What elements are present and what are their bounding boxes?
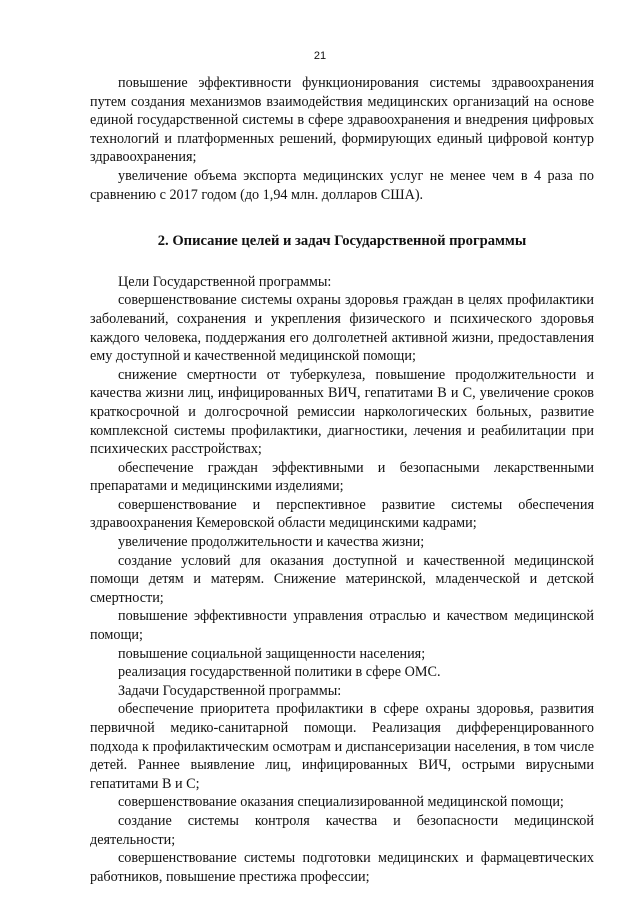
goal-item: повышение социальной защищенности населения; (118, 645, 426, 662)
task-item: совершенствование системы подготовки медицинских и фармацевтических работников, повышение престижа профессии; (90, 850, 594, 885)
goal-item: совершенствование системы охраны здоровья граждан в целях профилактики заболеваний, сохранения и укрепления физического и психического здоровья каждого человека, поддержания его долголетней активной жизни, предоставления ему доступной и качественной медицинской помощи; (90, 292, 594, 365)
goal-item: повышение эффективности управления отраслью и качеством медицинской помощи; (90, 608, 594, 644)
task-item: обеспечение приоритета профилактики в сфере охраны здоровья, развития первичной медико-санитарной помощи. Реализация дифференцированного подхода к профилактическим осмотрам и диспансеризации населения, в том числе детей. Раннее выявление лиц, инфицированных ВИЧ, острыми вирусными гепатитами В и С; (90, 701, 594, 792)
goal-item: снижение смертности от туберкулеза, повышение продолжительности и качества жизни лиц, инфицированных ВИЧ, гепатитами В и С, увеличение сроков краткосрочной и долгосрочной ремиссии наркологических больных, развитие комплексной системы профилактики, диагностики, лечения и реабилитации при психических расстройствах; (90, 366, 594, 458)
goal-item: реализация государственной политики в сфере ОМС. (118, 664, 441, 681)
intro-paragraph: повышение эффективности функционирования системы здравоохранения путем создания механизмов взаимодействия медицинских организаций на основе единой государственной системы в сфере здравоохранения и внедрения цифровых технологий и платформенных решений, формирующих единый цифровой контур здравоохранения; (90, 75, 594, 166)
document-body (90, 74, 594, 886)
goal-item: обеспечение граждан эффективными и безопасными лекарственными препаратами и медицинскими изделиями; (90, 459, 594, 495)
task-item: создание системы контроля качества и безопасности медицинской деятельности; (90, 812, 594, 848)
tasks-intro: Задачи Государственной программы: (118, 682, 342, 699)
goal-item: создание условий для оказания доступной и качественной медицинской помощи детям и матерям. Снижение материнской, младенческой и детской смертности; (90, 552, 594, 606)
goals-intro: Цели Государственной программы: (118, 273, 332, 290)
task-item: совершенствование оказания специализированной медицинской помощи; (118, 794, 564, 811)
goal-item: совершенствование и перспективное развитие системы обеспечения здравоохранения Кемеровской области медицинскими кадрами; (90, 496, 594, 532)
section-heading: 2. Описание целей и задач Государственной программы (157, 233, 527, 250)
goal-item: увеличение продолжительности и качества жизни; (118, 534, 425, 551)
page-number: 21 (313, 50, 327, 62)
intro-paragraph: увеличение объема экспорта медицинских услуг не менее чем в 4 раза по сравнению с 2017 годом (до 1,94 млн. долларов США). (90, 167, 594, 203)
